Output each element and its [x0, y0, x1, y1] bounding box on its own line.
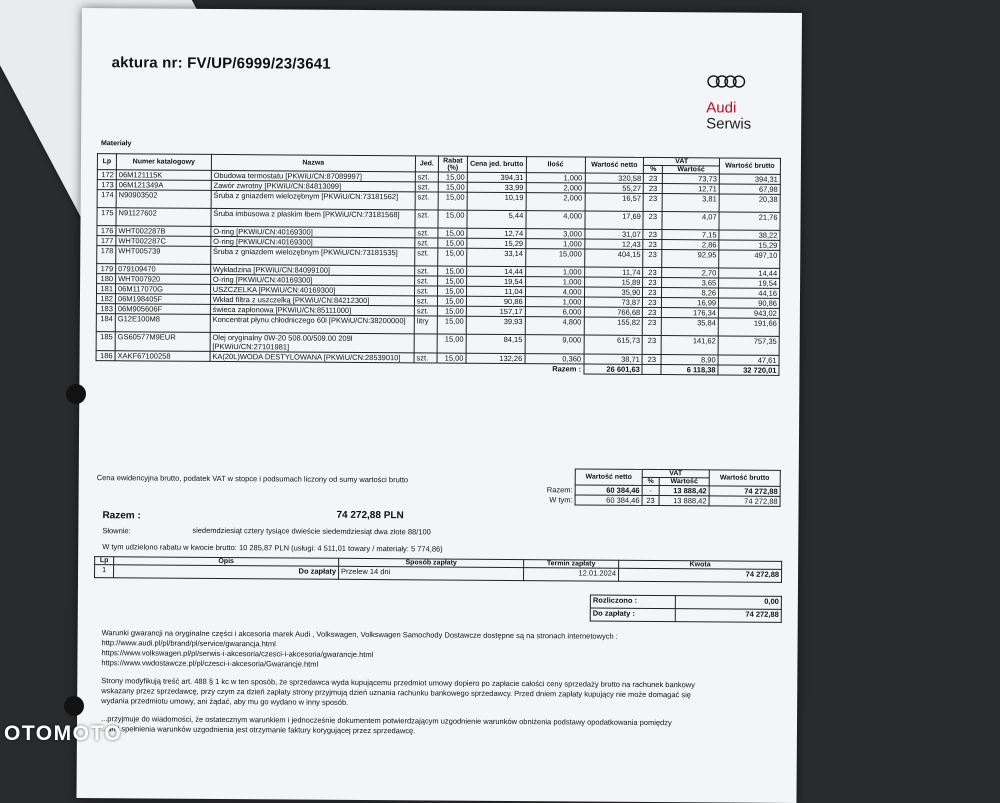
cell-unit	[414, 334, 437, 353]
col-gross: Wartość brutto	[719, 158, 780, 174]
cell-net: 766,68	[584, 307, 643, 317]
cell-lp: 181	[97, 284, 116, 294]
to-pay-row: Do zapłaty : 74 272,88	[590, 608, 781, 622]
cell-catalog: WHT002287B	[116, 226, 211, 237]
sum-col-vat-pct: %	[642, 477, 659, 485]
cell-lp: 177	[97, 236, 116, 246]
cell-gross: 191,66	[718, 318, 779, 336]
col-net: Wartość netto	[585, 157, 644, 173]
cell-net: 12,43	[584, 239, 643, 249]
grand-total-label: Razem :	[102, 510, 141, 522]
cell-net: 16,57	[585, 193, 644, 211]
cell-lp: 182	[96, 294, 115, 304]
cell-unit: szt.	[415, 192, 438, 210]
cell-lp: 186	[96, 351, 115, 361]
cell-vat-pct: 23	[644, 173, 663, 183]
cell-catalog: 06M121349A	[116, 180, 211, 191]
cell-gross: 497,10	[719, 250, 780, 268]
cell-unit: litry	[414, 316, 437, 334]
cell-vat-val: 3,65	[662, 278, 719, 288]
cell-discount: 15,00	[438, 172, 467, 182]
cell-vat-val: 12,71	[663, 184, 720, 194]
cell-net: 320,58	[585, 173, 644, 183]
price-note: Cena ewidencyjna brutto, podatek VAT w stopce i podsumach liczony od sumy wartości brutto	[96, 473, 409, 485]
settled-row: Rozliczono : 0,00	[590, 595, 781, 609]
cell-lp: 179	[97, 264, 116, 274]
cell-lp: 180	[97, 274, 116, 284]
pay-col-kwota: Kwota	[619, 560, 782, 569]
cell-name: świeca zapłonowa [PKWiU/CN:85111000]	[210, 304, 414, 315]
pay-col-opis: Opis	[114, 557, 339, 567]
cell-catalog: WHT007920	[116, 274, 211, 285]
warranty-text: Warunki gwarancji na oryginalne części i akcesoria marek Audi , Volkswagen, Volkswagen Samochody Dostawcze dostępne są na stronach internetowych : http://www.audi.pl/pl/brand/pl/service/gwarancja.html https://www.volkswagen.pl/pl/serwis-i-akcesoria/czesci-i-akcesoria/gwarancje.html https://www.vwdostawcze.pl/pl/czesci-i-akcesoria/Gwarancje.html Strony modyfikują treść art. 488 § 1 kc w ten sposób, że sprzedawca wyda kupującemu przedmiot umowy dopiero po zapłacie całości ceny sprzedaży brutto na rachunek bankowy wskazany przez sprzedawcę, przy czym za dzień zapłaty strony przyjmują dzień uznania rachunku bankowego sprzedawcy. Przed dniem zapłaty kupujący nie może domagać się wydania przedmiotu umowy, ani żądać, aby mu go wydano w inny sposób. ...przyjmuje do wiadomości, że ostatecznym warunkiem i jednocześnie dokumentem potwierdzającym uzgodnienie warunków obniżenia podstawy opodatkowania pomiędzy ...ami spełnienia warunków uzgodnienia jest otrzymanie faktury korygującej przez sprzedawcę.	[100, 628, 695, 736]
cell-discount: 15,00	[438, 192, 467, 210]
cell-vat-pct: 23	[643, 211, 662, 229]
cell-name: O-ring [PKWiU/CN:40169300]	[210, 274, 414, 285]
cell-discount: 15,00	[437, 334, 466, 353]
cell-vat-pct: 23	[643, 267, 662, 277]
cell-lp: 183	[96, 304, 115, 314]
summary-row: Razem: 60 384,46 - 13 888,42 74 272,88	[527, 485, 781, 497]
cell-vat-val: 4,07	[662, 212, 719, 230]
cell-discount: 15,00	[438, 228, 467, 238]
cell-gross: 394,31	[719, 174, 780, 184]
cell-name: Wkład filtra z uszczelką [PKWiU/CN:84212300]	[210, 294, 414, 305]
cell-vat-pct: 23	[642, 354, 661, 364]
cell-name: Śruba z gniazdem wielozębnym [PKWiU/CN:73181562]	[211, 190, 415, 209]
cell-price: 132,26	[466, 353, 525, 363]
cell-net: 55,27	[585, 183, 644, 193]
cell-discount: 15,00	[438, 248, 467, 266]
cell-price: 33,99	[467, 182, 526, 192]
cell-vat-pct: 23	[643, 249, 662, 267]
cell-qty: 1,000	[526, 239, 585, 249]
cell-vat-val: 8,26	[662, 288, 719, 298]
cell-unit: szt.	[415, 172, 438, 182]
cell-net: 35,90	[584, 287, 643, 297]
cell-qty: 1,000	[525, 277, 584, 287]
punch-hole	[66, 384, 86, 404]
cell-qty: 1,000	[525, 297, 584, 307]
cell-vat-pct: 23	[643, 297, 662, 307]
cell-vat-pct: 23	[643, 307, 662, 317]
cell-vat-val: 2,70	[662, 268, 719, 278]
cell-lp: 172	[97, 170, 116, 180]
cell-vat-pct: 23	[642, 335, 661, 354]
cell-net: 15,89	[584, 277, 643, 287]
cell-discount: 15,00	[437, 306, 466, 316]
cell-discount: 15,00	[438, 276, 467, 286]
cell-qty: 1,000	[525, 267, 584, 277]
settlement-table	[590, 595, 782, 623]
cell-qty: 2,000	[526, 183, 585, 193]
cell-gross: 19,54	[719, 278, 780, 288]
cell-vat-pct: 23	[644, 183, 663, 193]
payment-row: 1 Do zapłaty Przelew 14 dni 12.01.2024 74 272,88	[95, 565, 782, 583]
col-vat: VAT	[644, 157, 720, 166]
cell-net: 38,71	[584, 354, 643, 364]
cell-name: Koncentrat płynu chłodniczego 60l [PKWiU/CN:38200000]	[210, 314, 414, 333]
cell-name: Olej oryginalny 0W-20 508.00/509.00 209l [PKWiU/CN:27101981]	[210, 332, 414, 352]
cell-qty: 4,000	[526, 211, 585, 229]
cell-vat-pct: 23	[643, 277, 662, 287]
cell-discount: 15,00	[438, 238, 467, 248]
total-net: 26 601,63	[583, 364, 642, 374]
cell-gross: 20,38	[719, 194, 780, 212]
cell-catalog: N90903502	[116, 190, 211, 209]
cell-catalog: GS60577M9EUR	[115, 332, 210, 352]
summary-row: W tym: 60 384,46 23 13 888,42 74 272,88	[527, 495, 781, 507]
cell-name: Śruba z gniazdem wielozębnym [PKWiU/CN:73181535]	[210, 246, 414, 265]
col-vat-pct: %	[644, 165, 663, 173]
col-lp: Lp	[97, 154, 116, 170]
cell-price: 10,19	[467, 192, 526, 210]
cell-vat-pct: 23	[643, 287, 662, 297]
cell-name: KA(20L)WODA DESTYLOWANA [PKWiU/CN:28539010]	[210, 351, 414, 362]
cell-catalog: 06M905606F	[115, 304, 210, 315]
cell-vat-val: 7,15	[662, 230, 719, 240]
col-vat-value: Wartość	[663, 166, 720, 174]
cell-gross: 757,35	[718, 336, 779, 355]
summary-table	[527, 468, 781, 507]
cell-name: O-ring [PKWiU/CN:40169300]	[211, 226, 415, 237]
total-label: Razem :	[552, 364, 582, 374]
cell-vat-val: 73,73	[663, 174, 720, 184]
cell-qty: 6,000	[525, 307, 584, 317]
cell-catalog: 06M198405F	[115, 294, 210, 305]
sum-col-net: Wartość netto	[575, 469, 642, 485]
cell-name: Śruba imbusowa z płaskim łbem [PKWiU/CN:73181568]	[211, 208, 415, 227]
sum-col-vat-value: Wartość	[659, 478, 709, 486]
pay-col-sposob: Sposób zapłaty	[339, 558, 524, 567]
cell-gross: 943,02	[718, 308, 779, 318]
cell-price: 19,54	[466, 276, 525, 286]
cell-net: 404,15	[584, 249, 643, 267]
pay-col-lp: Lp	[95, 557, 114, 565]
cell-catalog: WHT005739	[116, 246, 211, 265]
cell-discount: 15,00	[438, 182, 467, 192]
cell-price: 90,86	[466, 296, 525, 306]
grand-total-value: 74 272,88 PLN	[336, 509, 404, 522]
invoice-document	[76, 8, 801, 803]
cell-price: 15,29	[467, 238, 526, 248]
cell-unit: szt.	[415, 182, 438, 192]
cell-price: 33,14	[467, 248, 526, 266]
punch-hole	[64, 696, 84, 716]
cell-vat-pct: 23	[643, 317, 662, 335]
cell-vat-val: 8,90	[661, 355, 718, 365]
cell-price: 84,15	[466, 334, 525, 353]
cell-gross: 67,98	[719, 184, 780, 194]
cell-discount: 15,00	[437, 296, 466, 306]
cell-qty: 15,000	[525, 249, 584, 267]
warranty-link-audi: http://www.audi.pl/pl/brand/pl/service/gwarancja.html	[101, 638, 276, 649]
cell-discount: 15,00	[438, 266, 467, 276]
cell-discount: 15,00	[437, 353, 466, 363]
discount-note: W tym udzielono rabatu w kwocie brutto: 10 285,87 PLN (usługi: 4 511,01 towary / materiały: 5 774,86)	[102, 542, 443, 554]
cell-gross: 90,86	[719, 298, 780, 308]
cell-vat-pct: 23	[643, 239, 662, 249]
cell-name: USZCZELKA [PKWiU/CN:40169300]	[210, 284, 414, 295]
cell-gross: 38,22	[719, 230, 780, 240]
cell-unit: szt.	[415, 210, 438, 228]
cell-gross: 14,44	[719, 268, 780, 278]
cell-name: Obudowa termostatu [PKWiU/CN:87089997]	[211, 170, 415, 181]
cell-name: O-ring [PKWiU/CN:40169300]	[211, 236, 415, 247]
cell-discount: 15,00	[437, 316, 466, 334]
cell-catalog: XAKF67100258	[115, 351, 210, 362]
total-vat: 6 118,38	[661, 365, 718, 375]
cell-lp: 174	[97, 190, 116, 208]
cell-unit: szt.	[414, 286, 437, 296]
col-qty: Ilość	[526, 157, 585, 173]
cell-vat-val: 92,95	[662, 250, 719, 268]
cell-qty: 4,800	[525, 317, 584, 335]
cell-name: Zawór zwrotny [PKWiU/CN:84813099]	[211, 180, 415, 191]
cell-lp: 185	[96, 332, 115, 351]
cell-net: 31,07	[584, 229, 643, 239]
cell-price: 5,44	[467, 210, 526, 228]
cell-vat-val: 35,84	[662, 318, 719, 336]
cell-qty: 3,000	[526, 229, 585, 239]
col-unit: Jed.	[415, 156, 438, 172]
cell-unit: szt.	[414, 296, 437, 306]
cell-vat-val: 2,86	[662, 240, 719, 250]
col-discount: Rabat (%)	[438, 156, 467, 172]
cell-price: 39,93	[466, 316, 525, 334]
sum-col-gross: Wartość brutto	[709, 470, 780, 486]
cell-gross: 21,76	[719, 212, 780, 230]
cell-qty: 2,000	[526, 193, 585, 211]
cell-catalog: WHT002287C	[116, 236, 211, 247]
logo-sub: Serwis	[706, 115, 752, 133]
cell-discount: 15,00	[437, 286, 466, 296]
cell-catalog: G12E100M8	[115, 314, 210, 333]
cell-net: 615,73	[584, 335, 643, 354]
warranty-link-vwd: https://www.vwdostawcze.pl/pl/czesci-i-akcesoria/Gwarancje.html	[101, 658, 319, 669]
cell-gross: 47,61	[718, 355, 779, 365]
cell-vat-val: 3,81	[662, 194, 719, 212]
cell-gross: 44,16	[719, 288, 780, 298]
cell-vat-pct: 23	[643, 229, 662, 239]
otomoto-watermark: OTOMOTO	[4, 722, 123, 745]
audi-rings-icon	[706, 74, 746, 88]
cell-lp: 175	[97, 208, 116, 226]
cell-catalog: 06M117070G	[115, 284, 210, 295]
invoice-title: aktura nr: FV/UP/6999/23/3641	[111, 54, 331, 73]
cell-lp: 178	[97, 246, 116, 264]
cell-unit: szt.	[415, 266, 438, 276]
cell-catalog: 06M121115K	[116, 170, 211, 181]
cell-price: 394,31	[467, 172, 526, 182]
audi-serwis-logo	[706, 100, 751, 132]
cell-gross: 15,29	[719, 240, 780, 250]
in-words-label: Słownie:	[102, 526, 131, 536]
cell-unit: szt.	[415, 248, 438, 266]
in-words-value: siedemdziesiąt cztery tysiące dwieście siedemdziesiąt dwa złote 88/100	[192, 525, 431, 537]
sum-col-vat: VAT	[642, 469, 709, 477]
pay-col-termin: Termin zapłaty	[524, 560, 619, 569]
cell-qty: 1,000	[526, 173, 585, 183]
cell-unit: szt.	[415, 238, 438, 248]
cell-net: 73,87	[584, 297, 643, 307]
materials-table	[95, 153, 781, 376]
col-unit-price: Cena jed. brutto	[467, 156, 526, 172]
cell-catalog: N91127602	[116, 208, 211, 227]
cell-net: 11,74	[584, 267, 643, 277]
cell-unit: szt.	[414, 306, 437, 316]
total-gross: 32 720,01	[718, 365, 779, 375]
cell-qty: 9,000	[525, 335, 584, 354]
cell-vat-val: 141,62	[661, 336, 718, 355]
cell-price: 12,74	[467, 228, 526, 238]
cell-lp: 173	[97, 180, 116, 190]
cell-unit: szt.	[414, 353, 437, 363]
cell-net: 155,82	[584, 317, 643, 335]
cell-vat-val: 176,34	[662, 308, 719, 318]
cell-price: 157,17	[466, 306, 525, 316]
cell-vat-pct: 23	[643, 193, 662, 211]
cell-price: 11,04	[466, 286, 525, 296]
cell-price: 14,44	[467, 266, 526, 276]
cell-discount: 15,00	[438, 210, 467, 228]
warranty-link-vw: https://www.volkswagen.pl/pl/serwis-i-akcesoria/czesci-i-akcesoria/gwarancje.html	[101, 648, 374, 660]
col-name: Nazwa	[211, 154, 415, 171]
cell-qty: 0,360	[525, 354, 584, 364]
col-catalog: Numer katalogowy	[116, 154, 211, 171]
payment-table	[94, 556, 782, 583]
cell-vat-val: 16,99	[662, 298, 719, 308]
cell-unit: szt.	[415, 276, 438, 286]
cell-unit: szt.	[415, 228, 438, 238]
cell-lp: 176	[97, 226, 116, 236]
cell-net: 17,69	[584, 211, 643, 229]
cell-name: Wykładzina [PKWiU/CN:84099100]	[210, 264, 414, 275]
cell-qty: 4,000	[525, 287, 584, 297]
cell-lp: 184	[96, 314, 115, 332]
cell-catalog: 079109470	[116, 264, 211, 275]
section-label: Materiały	[101, 140, 132, 148]
logo-brand: Audi	[706, 99, 737, 117]
